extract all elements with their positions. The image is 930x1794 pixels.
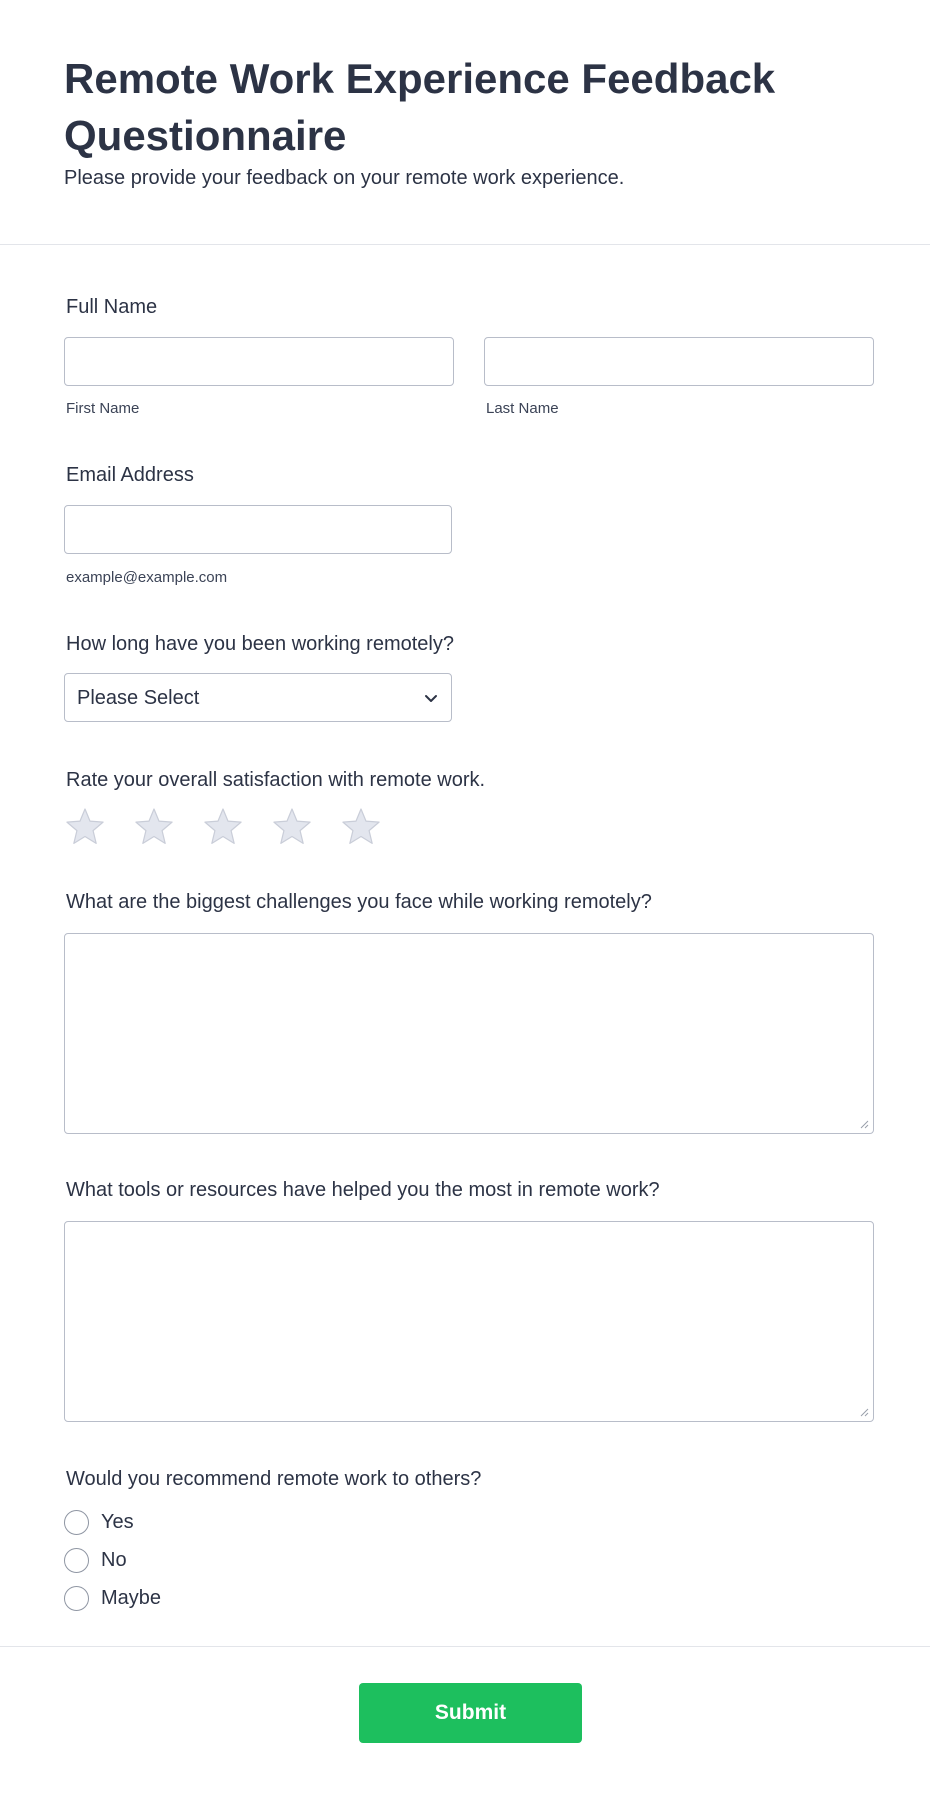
tools-textarea[interactable] bbox=[64, 1221, 874, 1422]
star-icon[interactable] bbox=[202, 806, 244, 848]
star-icon[interactable] bbox=[340, 806, 382, 848]
form-title: Remote Work Experience Feedback Questionnaire bbox=[64, 55, 776, 159]
first-name-input[interactable] bbox=[64, 337, 454, 386]
submit-button[interactable]: Submit bbox=[359, 1683, 582, 1743]
last-name-input[interactable] bbox=[484, 337, 874, 386]
resize-grip-icon[interactable] bbox=[859, 1119, 869, 1129]
form-subtitle: Please provide your feedback on your remote work experience. bbox=[64, 167, 625, 189]
duration-select-value: Please Select bbox=[77, 687, 200, 709]
star-icon[interactable] bbox=[133, 806, 175, 848]
resize-grip-icon[interactable] bbox=[859, 1407, 869, 1417]
duration-select[interactable] bbox=[64, 673, 452, 722]
full-name-label: Full Name bbox=[66, 296, 158, 318]
recommend-label: Would you recommend remote work to others? bbox=[66, 1468, 482, 1490]
challenges-textarea[interactable] bbox=[64, 933, 874, 1134]
star-icon[interactable] bbox=[64, 806, 106, 848]
radio-label-maybe: Maybe bbox=[101, 1587, 162, 1609]
duration-label: How long have you been working remotely? bbox=[66, 633, 454, 655]
chevron-down-icon bbox=[423, 690, 439, 706]
footer-divider bbox=[0, 1646, 930, 1647]
challenges-label: What are the biggest challenges you face while working remotely? bbox=[66, 891, 652, 913]
email-label: Email Address bbox=[66, 464, 194, 486]
radio-button[interactable] bbox=[64, 1586, 89, 1611]
form-header bbox=[0, 0, 930, 245]
rating-label: Rate your overall satisfaction with remote work. bbox=[66, 769, 486, 791]
last-name-sublabel: Last Name bbox=[486, 400, 559, 417]
radio-button[interactable] bbox=[64, 1510, 89, 1535]
email-sublabel: example@example.com bbox=[66, 569, 228, 586]
radio-button[interactable] bbox=[64, 1548, 89, 1573]
email-input[interactable] bbox=[64, 505, 452, 554]
first-name-sublabel: First Name bbox=[66, 400, 140, 417]
star-icon[interactable] bbox=[271, 806, 313, 848]
radio-label-yes: Yes bbox=[101, 1511, 134, 1533]
tools-label: What tools or resources have helped you the most in remote work? bbox=[66, 1179, 660, 1201]
radio-label-no: No bbox=[101, 1549, 127, 1571]
